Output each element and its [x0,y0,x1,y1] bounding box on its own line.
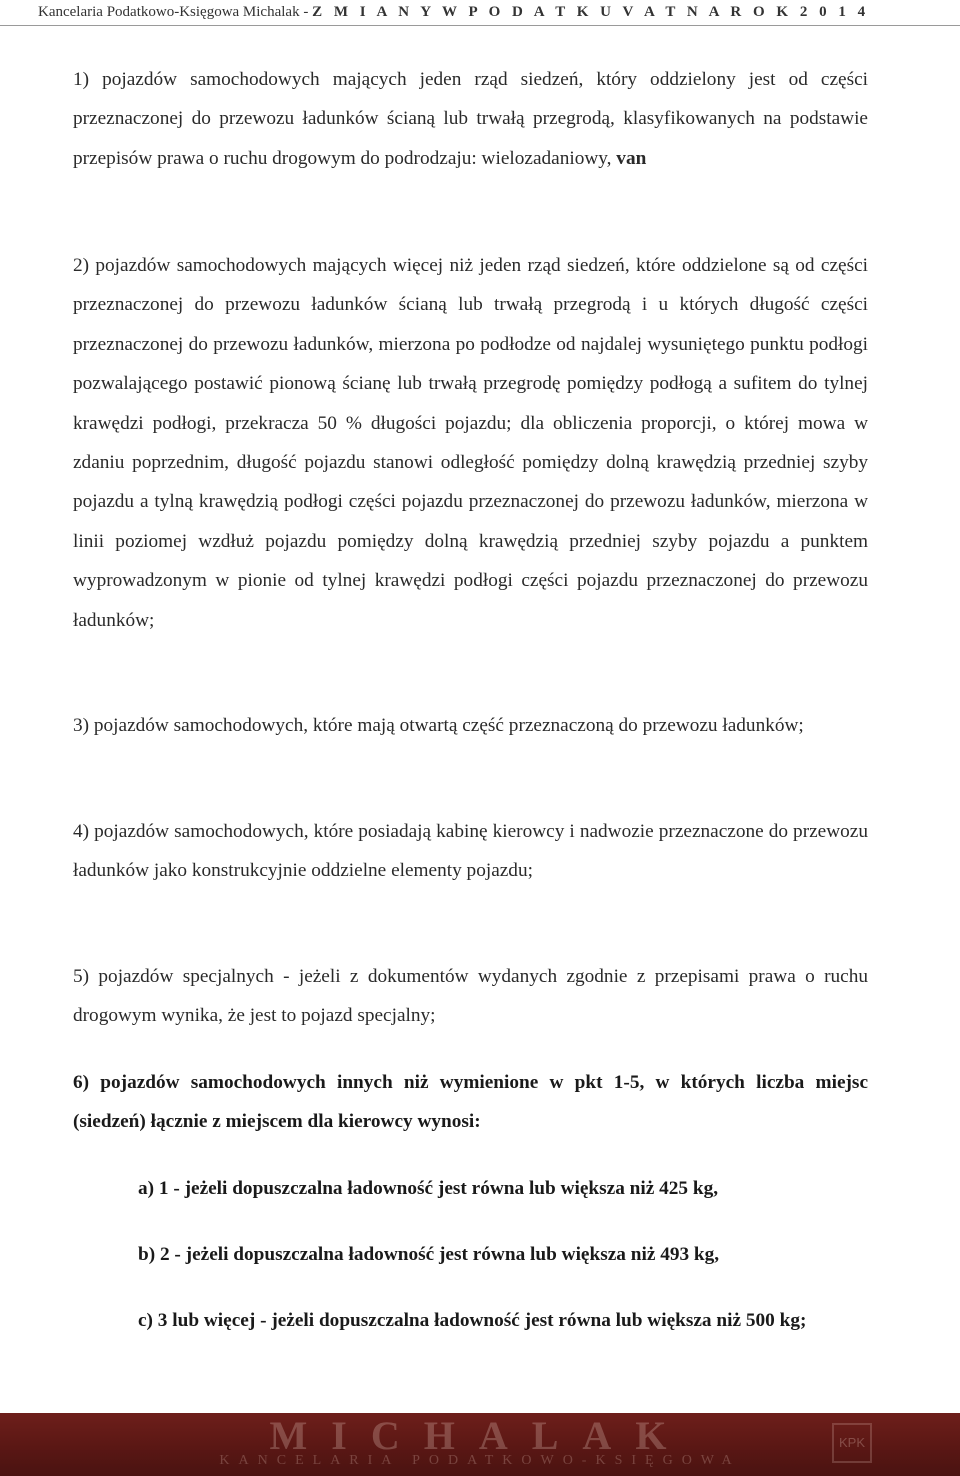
header-firm: Kancelaria Podatkowo-Księgowa Michalak - [38,4,313,20]
subitem-c: c) 3 lub więcej - jeżeli dopuszczalna ładowność jest równa lub większa niż 500 kg; [138,1310,807,1331]
footer-logo: MICHALAK [269,1413,691,1458]
page-header [0,0,960,26]
subitem-a: a) 1 - jeżeli dopuszczalna ładowność jest równa lub większa niż 425 kg, [138,1178,719,1199]
header-topic: Z M I A N Y W P O D A T K U V A T N A R O K 2 0 1 4 [312,4,870,20]
bold-term-van: van [616,147,647,169]
paragraph-item-1: 1) pojazdów samochodowych mających jeden rząd siedzeń, który oddzielony jest od części przeznaczonej do przewozu ładunków ścianą lub trwałą przegrodą, klasyfikowanych na podstawie przepisów prawa o ruchu drogowym do podrodzaju: wielozadaniowy, van [73,69,868,169]
paragraph-item-3: 3) pojazdów samochodowych, które mają otwartą część przeznaczoną do przewozu ładunków; [73,715,804,736]
paragraph-item-5: 5) pojazdów specjalnych - jeżeli z dokumentów wydanych zgodnie z przepisami prawa o ruchu drogowym wynika, że jest to pojazd specjalny; [73,966,868,1027]
subitem-b: b) 2 - jeżeli dopuszczalna ładowność jest równa lub większa niż 493 kg, [138,1244,720,1265]
paragraph-item-4: 4) pojazdów samochodowych, które posiadają kabinę kierowcy i nadwozie przeznaczone do przewozu ładunków jako konstrukcyjnie oddzielne elementy pojazdu; [73,821,868,882]
paragraph-item-2: 2) pojazdów samochodowych mających więcej niż jeden rząd siedzeń, które oddzielone są od części przeznaczonej do przewozu ładunków ścianą lub trwałą przegrodą i u których długość części przeznaczonej do przewozu ładunków, mierzona po podłodze od najdalej wysuniętego punktu podłogi pozwalającego postawić pionową ścianę lub trwałą przegrodę pomiędzy podłogą a sufitem do tylnej krawędzi podłogi, przekracza 50 % długości pojazdu; dla obliczenia proporcji, o której mowa w zdaniu poprzednim, długość pojazdu stanowi odległość pomiędzy dolną krawędzią przedniej szyby pojazdu a tylną krawędzią podłogi części pojazdu przeznaczonej do przewozu ładunków, mierzona w linii poziomej wzdłuż pojazdu pomiędzy dolną krawędzią przedniej szyby pojazdu a punktem wyprowadzonym w pionie od tylnej krawędzi podłogi części pojazdu przeznaczonej do przewozu ładunków; [73,255,868,631]
footer-emblem-icon: KPK [832,1423,872,1463]
paragraph-item-6: 6) pojazdów samochodowych innych niż wymienione w pkt 1-5, w których liczba miejsc (siedzeń) łącznie z miejscem dla kierowcy wynosi: [73,1072,868,1133]
footer-band [0,1413,960,1476]
footer-logo-subtext: KANCELARIA PODATKOWO-KSIĘGOWA [219,1453,741,1468]
